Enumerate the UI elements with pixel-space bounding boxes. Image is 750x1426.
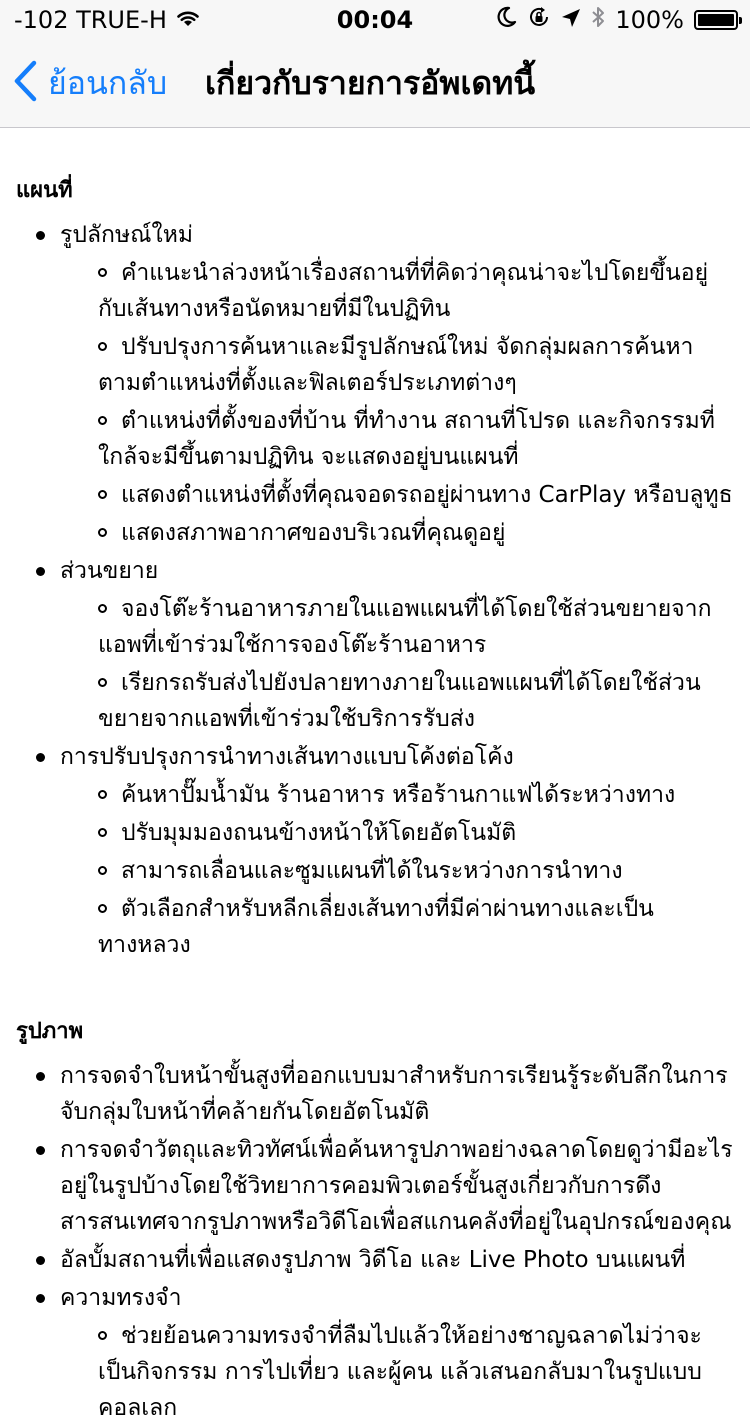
hollow-bullet-icon [98, 790, 107, 799]
sub-list-item-text: แสดงสภาพอากาศของบริเวณที่คุณดูอยู่ [121, 520, 506, 546]
sub-list-item-text: ตัวเลือกสำหรับหลีกเลี่ยงเส้นทางที่มีค่าผ่านทางและเป็นทางหลวง [98, 896, 654, 958]
feature-list [16, 217, 736, 963]
hollow-bullet-icon [98, 828, 107, 837]
hollow-bullet-icon [98, 1331, 107, 1340]
sub-list-item-text: ค้นหาปั๊มน้ำมัน ร้านอาหาร หรือร้านกาแฟได้ระหว่างทาง [121, 782, 676, 808]
hollow-bullet-icon [98, 678, 107, 687]
carrier-label: -102 TRUE-H [14, 6, 167, 34]
back-label: ย้อนกลับ [48, 63, 168, 102]
list-item [16, 1280, 736, 1316]
sub-list-item-text: ปรับมุมมองถนนข้างหน้าให้โดยอัตโนมัติ [121, 820, 517, 846]
location-arrow-icon [561, 6, 581, 34]
sub-list-item-text: แสดงตำแหน่งที่ตั้งที่คุณจอดรถอยู่ผ่านทาง CarPlay หรือบลูทูธ [121, 482, 733, 508]
sub-list-item-text: ปรับปรุงการค้นหาและมีรูปลักษณ์ใหม่ จัดกลุ่มผลการค้นหาตามตำแหน่งที่ตั้งและฟิลเตอร์ประเภทต่างๆ [98, 334, 694, 396]
sub-list-item [98, 329, 736, 401]
status-time: 00:04 [336, 6, 414, 34]
list-item [16, 739, 736, 775]
section [16, 172, 736, 963]
sub-list-item [98, 815, 736, 851]
sub-list-item [98, 665, 736, 737]
sub-list-item-text: คำแนะนำล่วงหน้าเรื่องสถานที่ที่คิดว่าคุณน่าจะไปโดยขึ้นอยู่กับเส้นทางหรือนัดหมายที่มีในปฏิทิน [98, 260, 709, 322]
sub-list-item [98, 1318, 736, 1426]
sub-list-item-text: เรียกรถรับส่งไปยังปลายทางภายในแอพแผนที่ได้โดยใช้ส่วนขยายจากแอพที่เข้าร่วมใช้บริการรับส่ง [98, 670, 701, 732]
list-item [16, 1242, 736, 1278]
sub-list-item-text: จองโต๊ะร้านอาหารภายในแอพแผนที่ได้โดยใช้ส่วนขยายจากแอพที่เข้าร่วมใช้การจองโต๊ะร้านอาหาร [98, 596, 712, 658]
sub-list-item [98, 853, 736, 889]
hollow-bullet-icon [98, 416, 107, 425]
status-bar [0, 0, 750, 40]
sub-list-item [98, 255, 736, 327]
section [16, 1013, 736, 1426]
release-notes-content[interactable] [0, 128, 750, 1421]
hollow-bullet-icon [98, 904, 107, 913]
navigation-bar [0, 40, 750, 128]
chevron-left-icon [12, 60, 38, 106]
sub-list-item-text: ตำแหน่งที่ตั้งของที่บ้าน ที่ทำงาน สถานที่โปรด และกิจกรรมที่ใกล้จะมีขึ้นตามปฏิทิน จะแสดงอยู่บนแผนที่ [98, 408, 715, 470]
battery-percent: 100% [615, 6, 684, 34]
hollow-bullet-icon [98, 604, 107, 613]
sub-list-item [98, 403, 736, 475]
sub-list-item [98, 891, 736, 963]
hollow-bullet-icon [98, 528, 107, 537]
hollow-bullet-icon [98, 490, 107, 499]
battery-fill [698, 14, 734, 26]
section-title: รูปภาพ [16, 1019, 84, 1044]
hollow-bullet-icon [98, 866, 107, 875]
status-right [497, 5, 738, 35]
rotation-lock-icon [527, 5, 551, 35]
list-item-text: การจดจำวัตถุและทิวทัศน์เพื่อค้นหารูปภาพอย่างฉลาดโดยดูว่ามีอะไรอยู่ในรูปบ้างโดยใช้วิทยาการคอมพิวเตอร์ขั้นสูงเกี่ยวกับการดึงสารสนเทศจากรูปภาพหรือวิดีโอเพื่อสแกนคลังที่อยู่ในอุปกรณ์ของคุณ [60, 1137, 733, 1235]
page-title: เกี่ยวกับรายการอัพเดทนี้ [205, 64, 536, 102]
moon-icon [497, 6, 517, 34]
sub-list-item [98, 777, 736, 813]
list-item [16, 553, 736, 589]
list-item [16, 217, 736, 253]
sub-list-item-text: ช่วยย้อนความทรงจำที่ลืมไปแล้วให้อย่างชาญฉลาดไม่ว่าจะเป็นกิจกรรม การไปเที่ยว และผู้คน แล้วเสนอกลับมาในรูปแบบคอลเลก [98, 1323, 702, 1421]
list-item-text: การปรับปรุงการนำทางเส้นทางแบบโค้งต่อโค้ง [60, 744, 514, 770]
list-item [16, 1058, 736, 1130]
list-item-text: อัลบั้มสถานที่เพื่อแสดงรูปภาพ วิดีโอ และ Live Photo บนแผนที่ [60, 1247, 686, 1273]
section-title: แผนที่ [16, 178, 73, 203]
feature-list [16, 1058, 736, 1426]
list-item-text: ส่วนขยาย [60, 558, 159, 584]
hollow-bullet-icon [98, 268, 107, 277]
sub-list-item [98, 515, 736, 551]
sub-list-item-text: สามารถเลื่อนและซูมแผนที่ได้ในระหว่างการนำทาง [121, 858, 623, 884]
list-item [16, 1132, 736, 1240]
hollow-bullet-icon [98, 342, 107, 351]
sub-list-item [98, 591, 736, 663]
list-item-text: รูปลักษณ์ใหม่ [60, 222, 194, 248]
list-item-text: การจดจำใบหน้าขั้นสูงที่ออกแบบมาสำหรับการเรียนรู้ระดับลึกในการจับกลุ่มใบหน้าที่คล้ายกันโดยอัตโนมัติ [60, 1063, 728, 1125]
back-button[interactable] [12, 40, 167, 126]
list-item-text: ความทรงจำ [60, 1285, 182, 1311]
sub-list-item [98, 477, 736, 513]
bluetooth-icon [591, 5, 605, 35]
battery-icon [694, 10, 738, 30]
